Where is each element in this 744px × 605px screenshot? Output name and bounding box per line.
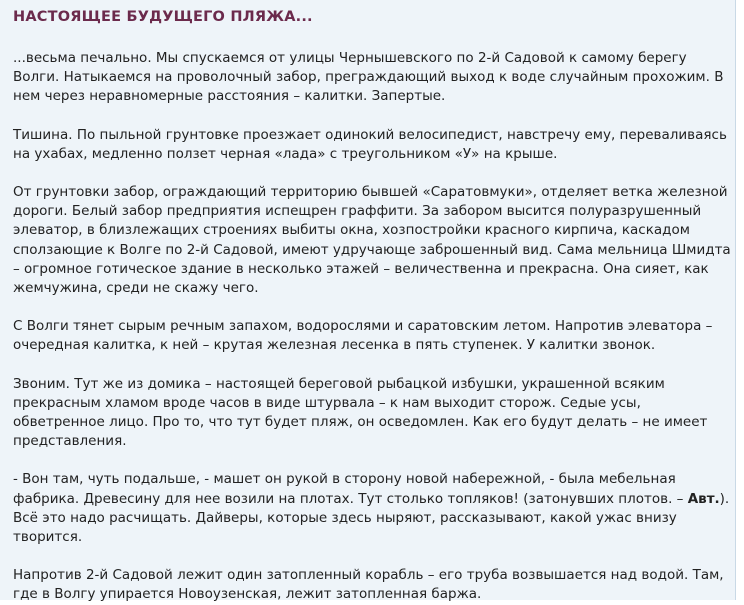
author-note: Авт. [687,490,720,507]
article-title: НАСТОЯЩЕЕ БУДУЩЕГО ПЛЯЖА... [13,9,313,25]
paragraph-7: Напротив 2-й Садовой лежит один затопленный корабль – его труба возвышается над водой. Там, где в Волгу упирается Новоузенская, лежит затопленная баржа. [13,567,724,603]
paragraph-6-text-end: ). Всё это надо расчищать. Дайверы, которые здесь ныряют, рассказывают, какой ужас внизу творится. [13,490,730,546]
paragraph-5: Звоним. Тут же из домика – настоящей береговой рыбацкой избушки, украшенной всяким прекрасным хламом вроде часов в виде штурвала – к нам выходит сторож. Седые усы, обветренное лицо. Про то, что тут будет пляж, он осведомлен. Как его будут делать – не имеет представления. [13,375,708,450]
paragraph-2: Тишина. По пыльной грунтовке проезжает одинокий велосипедист, навстречу ему, переваливаясь на ухабах, медленно ползет черная «лада» с треугольником «У» на крыше. [13,126,727,162]
article-body [13,49,731,605]
paragraph-1: ...весьма печально. Мы спускаемся от улицы Чернышевского по 2-й Садовой к самому берегу Волги. Натыкаемся на проволочный забор, преграждающий выход к воде случайным прохожим. В нем через неравномерные расстояния – калитки. Запертые. [13,50,724,105]
paragraph-6 [13,470,731,547]
paragraph-4: С Волги тянет сырым речным запахом, водорослями и саратовским летом. Напротив элеватора – очередная калитка, к ней – крутая железная лесенка в пять ступенек. У калитки звонок. [13,318,713,354]
paragraph-6-text-start: - Вон там, чуть подальше, - машет он рукой в сторону новой набережной, - была мебельная фабрика. Древесину для нее возили на плотах. Тут столько топляков! (затонувших плотов. – [13,471,688,507]
paragraph-3: От грунтовки забор, ограждающий территорию бывшей «Саратовмуки», отделяет ветка железной дороги. Белый забор предприятия испещрен граффити. За забором высится полуразрушенный элеватор, в близлежащих строениях выбиты окна, хозпостройки красного кирпича, каскадом сползающие к Волге по 2-й Садовой, имеют удручающе заброшенный вид. Сама мельница Шмидта – огромное готическое здание в несколько этажей – величественна и прекрасна. Она сияет, как жемчужина, среди не скажу чего. [13,184,731,297]
